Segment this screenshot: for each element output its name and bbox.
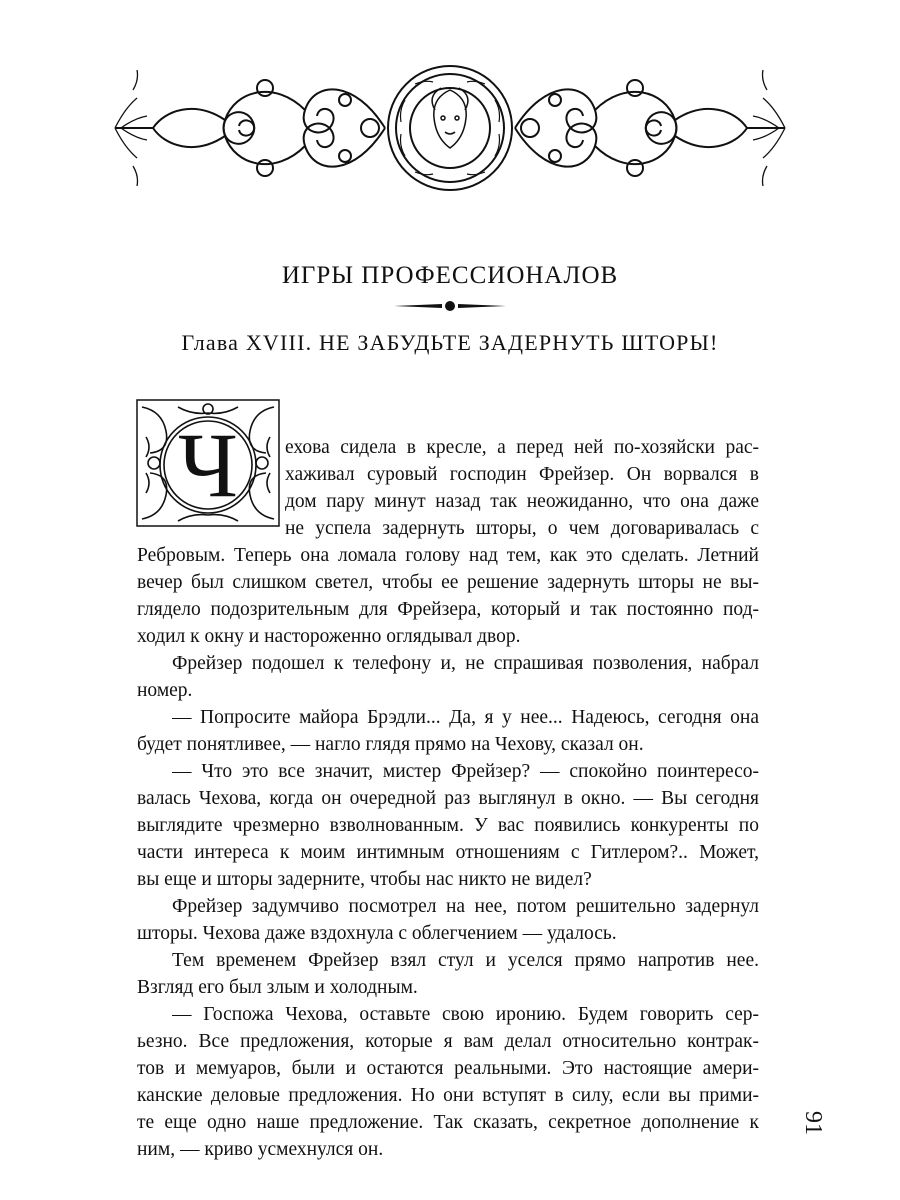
body-text-line: те еще одно наше предложение. Так сказать, секретное дополнение к (137, 1112, 759, 1133)
body-text-line: части интереса к моим интимным отношениям с Гитлером?.. Может, (137, 842, 759, 863)
page-number: 91 (800, 1111, 826, 1135)
body-text-line: — Что это все значит, мистер Фрейзер? — спокойно поинтересо- (172, 761, 759, 782)
drop-cap (134, 397, 282, 529)
body-text-line: Ребровым. Теперь она ломала голову над тем, как это сделать. Летний (137, 545, 759, 566)
body-text-line: Тем временем Фрейзер взял стул и уселся прямо напротив нее. (172, 950, 759, 971)
body-text-line: ним, — криво усмехнулся он. (137, 1139, 384, 1160)
body-text-line: дом пару минут назад так неожиданно, что она даже (285, 491, 759, 512)
ornamental-header-decoration (105, 60, 795, 200)
body-text-line: — Госпожа Чехова, оставьте свою иронию. Будем говорить сер- (172, 1004, 759, 1025)
body-text-line: ьезно. Все предложения, которые я вам делал относительно контрак- (137, 1031, 759, 1052)
body-text-line: канские деловые предложения. Но они вступят в силу, если вы прими- (137, 1085, 759, 1106)
drop-cap-letter: Ч (178, 414, 238, 516)
body-text-line: валась Чехова, когда он очередной раз выглянул в окно. — Вы сегодня (137, 788, 759, 809)
body-text-line: Взгляд его был злым и холодным. (137, 977, 418, 998)
body-text-line: хаживал суровый господин Фрейзер. Он ворвался в (285, 464, 759, 485)
body-text-line: вы еще и шторы задерните, чтобы нас никто не видел? (137, 869, 592, 890)
body-text-line: ехова сидела в кресле, а перед ней по-хозяйски рас- (285, 437, 759, 458)
body-text-line: — Попросите майора Брэдли... Да, я у нее... Надеюсь, сегодня она (172, 707, 759, 728)
body-text-line: номер. (137, 680, 193, 701)
body-text-line: не успела задернуть шторы, о чем договаривалась с (285, 518, 759, 539)
body-text-line: выглядите чрезмерно взволнованным. У вас появились конкуренты по (137, 815, 759, 836)
section-title: ИГРЫ ПРОФЕССИОНАЛОВ (281, 262, 619, 289)
body-text-line: шторы. Чехова даже вздохнула с облегчением — удалось. (137, 923, 617, 944)
body-text-line: Фрейзер задумчиво посмотрел на нее, потом решительно задернул (172, 896, 759, 917)
body-text-line: ходил к окну и настороженно оглядывал двор. (137, 626, 521, 647)
body-text-line: глядело подозрительным для Фрейзера, который и так постоянно под- (137, 599, 759, 620)
body-text-line: вечер был слишком светел, чтобы ее решение задернуть шторы не вы- (137, 572, 759, 593)
title-divider-ornament (390, 296, 510, 316)
chapter-title: Глава XVIII. НЕ ЗАБУДЬТЕ ЗАДЕРНУТЬ ШТОРЫ! (181, 330, 719, 355)
body-text-line: Фрейзер подошел к телефону и, не спрашивая позволения, набрал (172, 653, 759, 674)
body-text-line: будет понятливее, — нагло глядя прямо на Чехову, сказал он. (137, 734, 644, 755)
body-text-line: тов и мемуаров, были и остаются реальными. Это настоящие амери- (137, 1058, 759, 1079)
